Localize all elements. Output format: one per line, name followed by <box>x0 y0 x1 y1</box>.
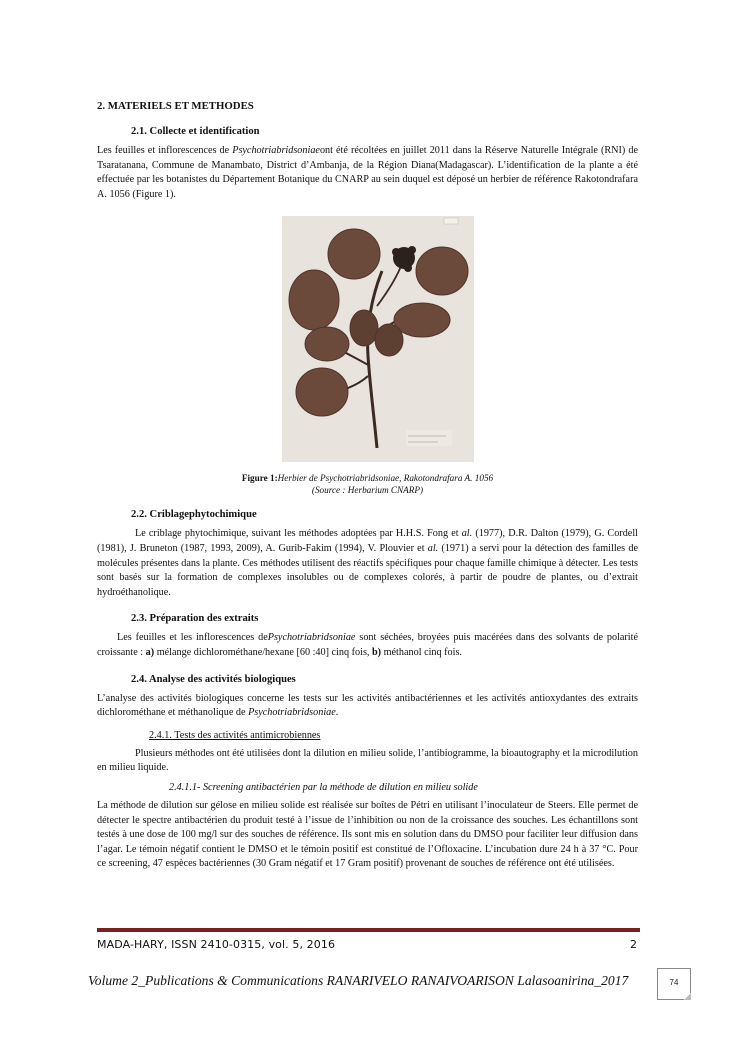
heading-2-2: 2.2. Criblagephytochimique <box>131 509 257 521</box>
caption-label: Figure 1: <box>241 473 278 484</box>
paragraph-analyse: L’analyse des activités biologiques concerne les tests sur les activités antibactériennes et les activités antioxydantes des extraits dichlorométhane et méthanolique de Psychotriabridsoniae. <box>97 692 638 719</box>
figure-1 <box>97 216 638 464</box>
paragraph-collecte: Les feuilles et inflorescences de Psychotriabridsoniaeont été récoltées en juillet 2011 dans la Réserve Naturelle Intégrale (RNI) de Tsaratanana, Commune de Manambato, District d’Ambanja, de la Région Diana(Madagascar). L’identification de la plante a été effectuée par les botanistes du Département Botanique du CNARP au sein duquel est déposé un herbier de référence Rakotondrafara A. 1056 (Figure 1). <box>97 145 638 200</box>
paragraph-preparation: Les feuilles et les inflorescences dePsychotriabridsoniae sont séchées, broyées puis macérées dans des solvants de polarité croissante : a) mélange dichlorométhane/hexane [60 :40] cinq fois, b) méthanol cinq fois. <box>97 632 638 658</box>
herbarium-illustration <box>282 216 474 462</box>
paragraph-antimicrobiennes: Plusieurs méthodes ont été utilisées dont la dilution en milieu solide, l’antibiogramme, la bioautography et la microdilution en milieu liquide. <box>97 747 638 774</box>
volume-line: Volume 2_Publications & Communications RANARIVELO RANAIVOARISON Lalasoanirina_2017 <box>88 973 629 988</box>
herbarium-specimen-image <box>282 216 474 462</box>
paragraph-screening: La méthode de dilution sur gélose en milieu solide est réalisée sur boîtes de Pétri en utilisant l’inoculateur de Steers. Elle permet de détecter le spectre antibactérien du produit testé à l’issue de l’inhibition ou non de la croissance des souches. Les échantillons sont testés à une dose de 100 mg/l sur des souches de référence. Ils sont mis en solution dans du DMSO pour faciliter leur diffusion dans l’agar. Le témoin négatif contient le DMSO et le témoin positif est constitué de l’Ofloxacine. L’incubation dure 24 h à 37 °C. Pour ce screening, 47 espèces bactériennes (30 Gram négatif et 17 Gram positif) provenant de souches de référence ont été utilisées. <box>97 799 638 870</box>
figure-caption <box>97 472 638 496</box>
page-number-box: 74 <box>657 968 691 1000</box>
footer-page-number: 2 <box>630 938 637 951</box>
heading-2-4-1-1: 2.4.1.1- Screening antibactérien par la méthode de dilution en milieu solide <box>169 781 478 793</box>
heading-2-1: 2.1. Collecte et identification <box>131 126 260 137</box>
caption-text: Herbier de Psychotriabridsoniae, Rakotondrafara A. 1056 <box>277 473 494 484</box>
heading-2-4: 2.4. Analyse des activités biologiques <box>131 673 296 685</box>
heading-2-4-1: 2.4.1. Tests des activités antimicrobiennes <box>149 729 321 741</box>
article-body <box>97 100 638 872</box>
caption-source: (Source : Herbarium CNARP) <box>311 485 424 496</box>
paragraph-criblage: Le criblage phytochimique, suivant les méthodes adoptées par H.H.S. Fong et al. (1977), D.R. Dalton (1979), G. Cordell (1981), J. Bruneton (1987, 1993, 2009), A. Gurib-Fakim (1994), V. Plouvier et al. (1971) a servi pour la détection des familles de molécules présentes dans la plante. Ces méthodes utilisent des réactifs spécifiques pour chaque famille chimique à détecter. Les tests sont basés sur la formation de complexes insolubles ou de complexes colorés, à partir de poudre de plantes, ou d’extrait hydroéthanolique. <box>97 528 638 598</box>
heading-2-3: 2.3. Préparation des extraits <box>131 613 259 625</box>
section-title: 2. MATERIELS ET METHODES <box>97 100 254 112</box>
footer-rule <box>97 928 640 932</box>
journal-footer: MADA-HARY, ISSN 2410-0315, vol. 5, 2016 <box>97 938 336 951</box>
